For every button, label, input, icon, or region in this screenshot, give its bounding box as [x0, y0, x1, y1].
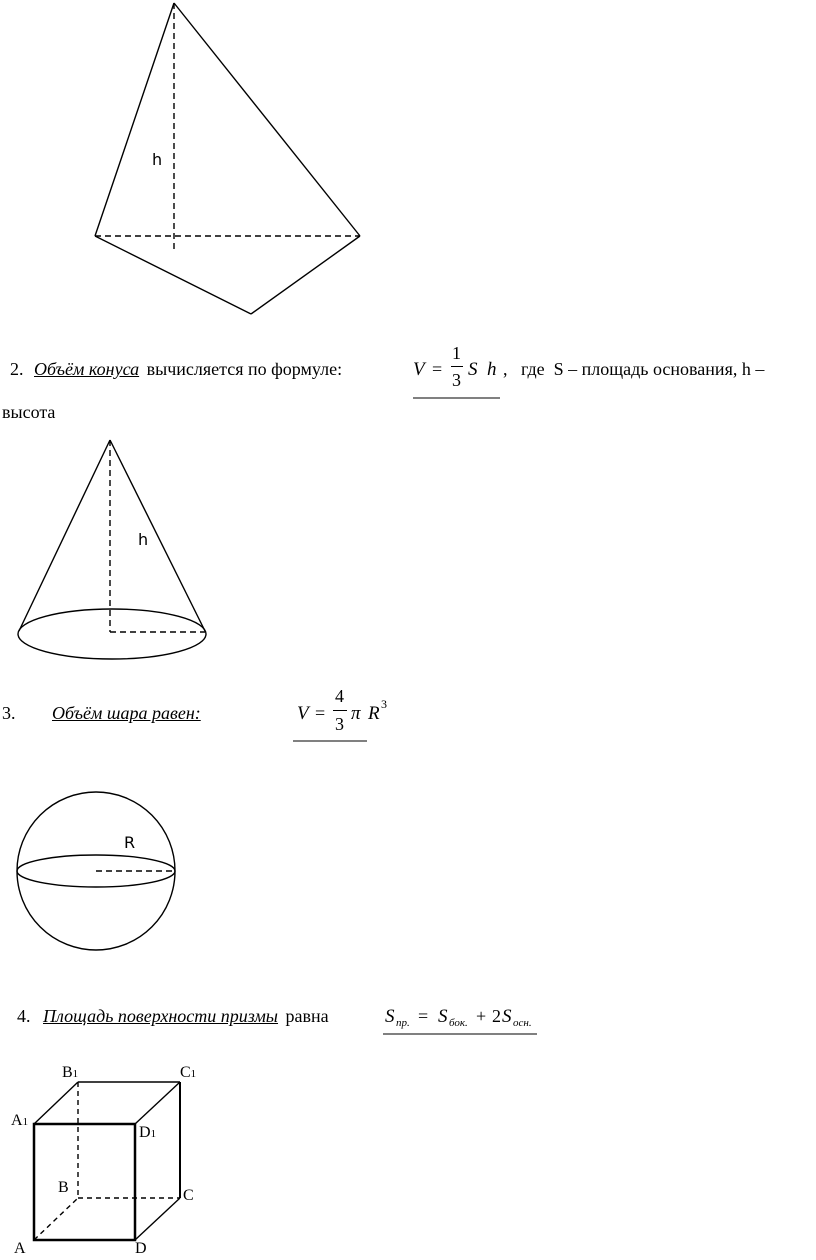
- formula-rules: [293, 398, 537, 1034]
- item4-title: Площадь поверхности призмы: [43, 1006, 279, 1026]
- cone-figure: [18, 440, 206, 659]
- cone-height-label: h: [138, 530, 149, 549]
- item4-formula-coef: 2: [492, 1006, 501, 1026]
- prism-bottom-right: [135, 1198, 180, 1240]
- item3-fraction-bar: [333, 710, 347, 711]
- item3-formula-denominator: 3: [335, 714, 344, 734]
- item2-text-after: , где S – площадь основания, h –: [503, 359, 765, 379]
- item4-formula-s2-sub: бок.: [449, 1017, 468, 1029]
- item3-formula-eq: =: [315, 703, 326, 723]
- item2-formula-numerator: 1: [452, 343, 461, 363]
- item3-number: 3.: [2, 703, 16, 723]
- sphere-figure: [17, 792, 175, 950]
- prism-top-left: [34, 1082, 78, 1124]
- item2-formula-lhs: V: [413, 359, 425, 380]
- pyramid-base-left: [95, 236, 251, 314]
- pyramid-height-label: h: [152, 150, 163, 169]
- prism-vertex-c1: C1: [180, 1064, 197, 1081]
- item2-line: [10, 359, 342, 380]
- cone-base: [18, 609, 206, 659]
- item2-formula-denominator: 3: [452, 370, 461, 390]
- item3-title: Объём шара равен:: [52, 703, 201, 723]
- item4-formula-plus: +: [476, 1006, 487, 1026]
- item4-formula-s3-sub: осн.: [513, 1017, 532, 1029]
- item2-title: Объём конуса: [34, 359, 140, 379]
- item2-formula-tail: S h: [468, 359, 497, 380]
- item3-formula-var: R: [368, 703, 380, 724]
- prism-vertex-d1: D1: [139, 1124, 157, 1141]
- prism-vertex-a1: A1: [11, 1112, 29, 1129]
- prism-vertex-b1: B1: [62, 1064, 79, 1081]
- item3-formula-lhs: V: [297, 703, 309, 724]
- item4-formula-s3: S: [502, 1006, 512, 1027]
- item3-formula-numerator: 4: [335, 686, 344, 706]
- item4-number: 4.: [17, 1006, 31, 1026]
- pyramid-edge-right: [174, 3, 360, 236]
- item2-continuation: высота: [2, 402, 56, 422]
- item3-formula-exp: 3: [381, 697, 387, 711]
- item2-fraction-bar: [451, 366, 463, 367]
- prism-figure: [34, 1082, 180, 1240]
- item3-formula-pi: π: [351, 703, 361, 724]
- pyramid-base-right: [251, 236, 360, 314]
- prism-vertex-c: C: [183, 1187, 194, 1204]
- cone-edge-left: [19, 440, 110, 631]
- item4-line: [17, 1006, 329, 1027]
- prism-vertex-a: A: [14, 1240, 26, 1257]
- prism-hidden-diagonal: [34, 1198, 78, 1240]
- prism-front-face: [34, 1124, 135, 1240]
- item2-formula-eq: =: [432, 359, 443, 379]
- item2-text: вычисляется по формуле:: [146, 359, 343, 379]
- item4-text: равна: [285, 1006, 329, 1026]
- pyramid-figure: [95, 3, 360, 314]
- cone-edge-right: [110, 440, 205, 631]
- item4-formula-s2: S: [438, 1006, 448, 1027]
- item4-formula-s1-sub: пр.: [396, 1017, 410, 1029]
- item4-formula-eq: =: [418, 1006, 429, 1026]
- prism-top-right: [135, 1082, 180, 1124]
- prism-vertex-d: D: [135, 1240, 147, 1257]
- item4-formula-s1: S: [385, 1006, 395, 1027]
- item2-number: 2.: [10, 359, 24, 379]
- sphere-radius-label: R: [124, 833, 136, 852]
- prism-vertex-b: B: [58, 1179, 69, 1196]
- pyramid-edge-left: [95, 3, 174, 236]
